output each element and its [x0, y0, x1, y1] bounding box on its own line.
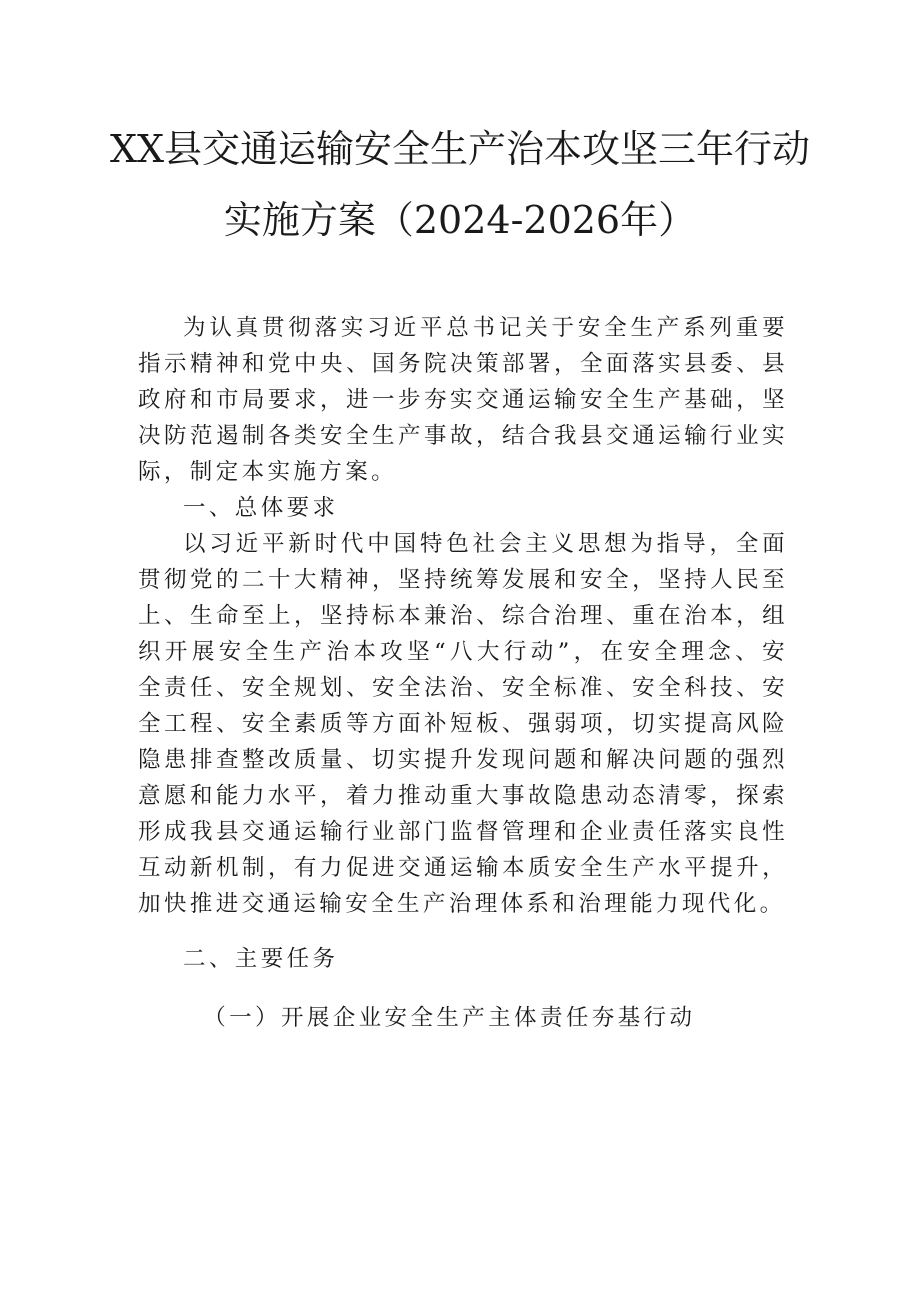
document-body: [138, 310, 788, 1036]
document-title-line-2: 实施方案（2024-2026年）: [223, 198, 697, 242]
section-2-heading: 二、主要任务: [183, 946, 339, 972]
document-title-line-1: XX县交通运输安全生产治本攻坚三年行动: [109, 127, 811, 171]
subsection-1-heading: （一）开展企业安全生产主体责任夯基行动: [203, 1005, 696, 1031]
section-1-paragraph: 以习近平新时代中国特色社会主义思想为指导，全面贯彻党的二十大精神，坚持统筹发展和安全，坚持人民至上、生命至上，坚持标本兼治、综合治理、重在治本，组织开展安全生产治本攻坚“八大行动”，在安全理念、安全责任、安全规划、安全法治、安全标准、安全科技、安全工程、安全素质等方面补短板、强弱项，切实提高风险隐患排查整改质量、切实提升发现问题和解决问题的强烈意愿和能力水平，着力推动重大事故隐患动态清零，探索形成我县交通运输行业部门监督管理和企业责任落实良性互动新机制，有力促进交通运输本质安全生产水平提升，加快推进交通运输安全生产治理体系和治理能力现代化。: [138, 531, 788, 917]
section-1-heading: 一、总体要求: [183, 495, 339, 521]
intro-paragraph: 为认真贯彻落实习近平总书记关于安全生产系列重要指示精神和党中央、国务院决策部署，全面落实县委、县政府和市局要求，进一步夯实交通运输安全生产基础，坚决防范遏制各类安全生产事故，结合我县交通运输行业实际，制定本实施方案。: [138, 315, 788, 485]
